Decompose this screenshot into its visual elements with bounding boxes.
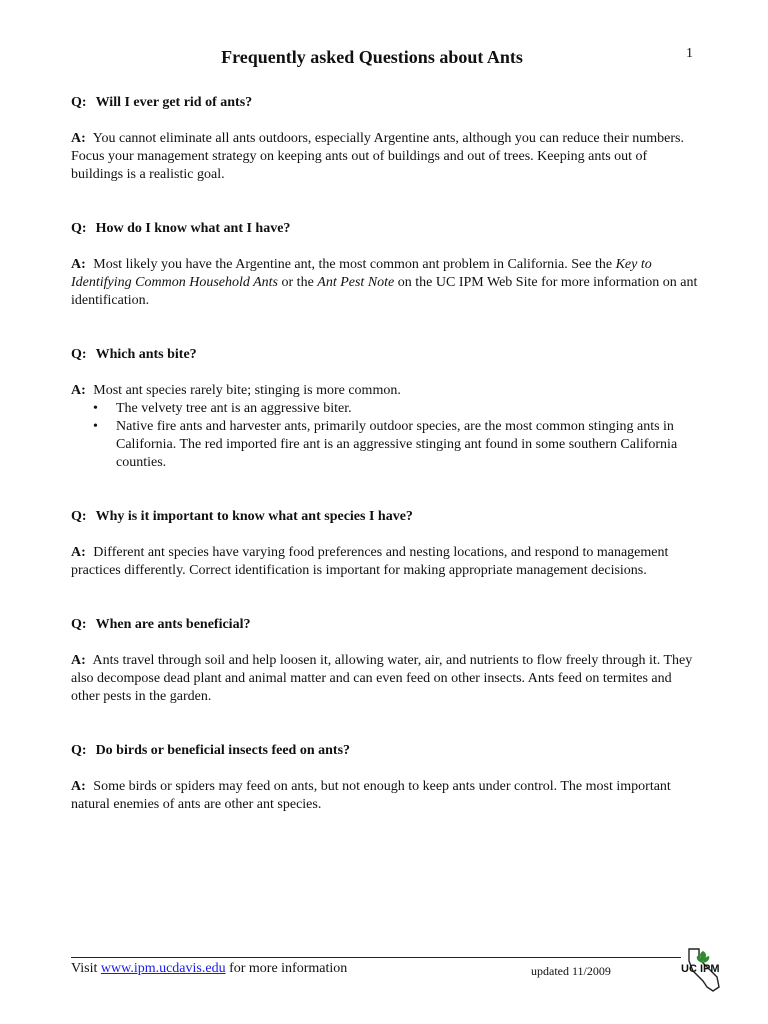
q-marker: Q: xyxy=(71,509,87,524)
q-marker: Q: xyxy=(71,347,87,362)
faq-item xyxy=(71,94,701,184)
footer-divider xyxy=(71,957,681,958)
question xyxy=(71,742,701,760)
page-number: 1 xyxy=(686,46,693,61)
answer-text: Some birds or spiders may feed on ants, but not enough to keep ants under control. The most important natural enemies of ants are other ant species. xyxy=(71,779,671,812)
a-marker: A: xyxy=(71,653,86,668)
q-marker: Q: xyxy=(71,617,87,632)
bullet-glyph: • xyxy=(93,401,98,416)
a-marker: A: xyxy=(71,779,86,794)
question-text: Why is it important to know what ant species I have? xyxy=(95,509,413,524)
question-text: Do birds or beneficial insects feed on ants? xyxy=(95,743,351,758)
footer-visit-text: Visit xyxy=(71,961,101,976)
faq-item xyxy=(71,220,701,310)
question xyxy=(71,508,701,526)
bullet-text: Native fire ants and harvester ants, primarily outdoor species, are the most common stinging ants in California. The red imported fire ant is an aggressive stinging ant found in some southern California counties. xyxy=(116,419,678,470)
ipm-website-link[interactable]: www.ipm.ucdavis.edu xyxy=(100,961,226,976)
answer-text-part: Most likely you have the Argentine ant, the most common ant problem in California. See the xyxy=(93,257,616,272)
updated-date: updated 11/2009 xyxy=(531,964,611,978)
faq-list xyxy=(71,94,701,850)
faq-item xyxy=(71,508,701,580)
answer-text-part: or the xyxy=(278,275,318,290)
answer xyxy=(71,130,701,184)
faq-item xyxy=(71,742,701,814)
a-marker: A: xyxy=(71,383,86,398)
a-marker: A: xyxy=(71,131,86,146)
bullet-text: The velvety tree ant is an aggressive biter. xyxy=(116,401,352,416)
bullet-item xyxy=(93,418,701,472)
bullet-item xyxy=(93,400,701,418)
answer xyxy=(71,256,701,310)
question xyxy=(71,346,701,364)
answer-text: Different ant species have varying food preferences and nesting locations, and respond to management practices differently. Correct identification is important for making appropriate management decisions. xyxy=(71,545,669,578)
answer-text: Most ant species rarely bite; stinging is more common. xyxy=(93,383,401,398)
a-marker: A: xyxy=(71,545,86,560)
question-text: Will I ever get rid of ants? xyxy=(95,95,253,110)
a-marker: A: xyxy=(71,257,86,272)
answer xyxy=(71,778,701,814)
question xyxy=(71,94,701,112)
logo-text: UC IPM xyxy=(681,963,720,975)
page-title: Frequently asked Questions about Ants xyxy=(221,47,523,67)
answer xyxy=(71,382,701,400)
answer-text: Ants travel through soil and help loosen it, allowing water, air, and nutrients to flow freely through it. They also decompose dead plant and animal matter and can even feed on other insects. Ants feed on termites and other pests in the garden. xyxy=(71,653,693,704)
question-text: How do I know what ant I have? xyxy=(95,221,291,236)
bullet-list xyxy=(71,400,701,472)
answer xyxy=(71,544,701,580)
question-text: When are ants beneficial? xyxy=(95,617,251,632)
key-reference-title: Key to Identifying Common Household Ants xyxy=(71,257,652,290)
pest-note-title: Ant Pest Note xyxy=(317,275,395,290)
footer-suffix-text: for more information xyxy=(225,961,348,976)
bullet-glyph: • xyxy=(93,419,98,434)
answer xyxy=(71,652,701,706)
answer-text-part: on the UC IPM Web Site for more information on ant identification. xyxy=(71,275,698,308)
q-marker: Q: xyxy=(71,95,87,110)
q-marker: Q: xyxy=(71,743,87,758)
question xyxy=(71,616,701,634)
question-text: Which ants bite? xyxy=(95,347,197,362)
answer-text: You cannot eliminate all ants outdoors, especially Argentine ants, although you can reduce their numbers. Focus your management strategy on keeping ants out of buildings and out of trees. Keeping ants out of buildings is a realistic goal. xyxy=(71,131,684,182)
q-marker: Q: xyxy=(71,221,87,236)
question xyxy=(71,220,701,238)
faq-item xyxy=(71,616,701,706)
faq-item xyxy=(71,346,701,472)
